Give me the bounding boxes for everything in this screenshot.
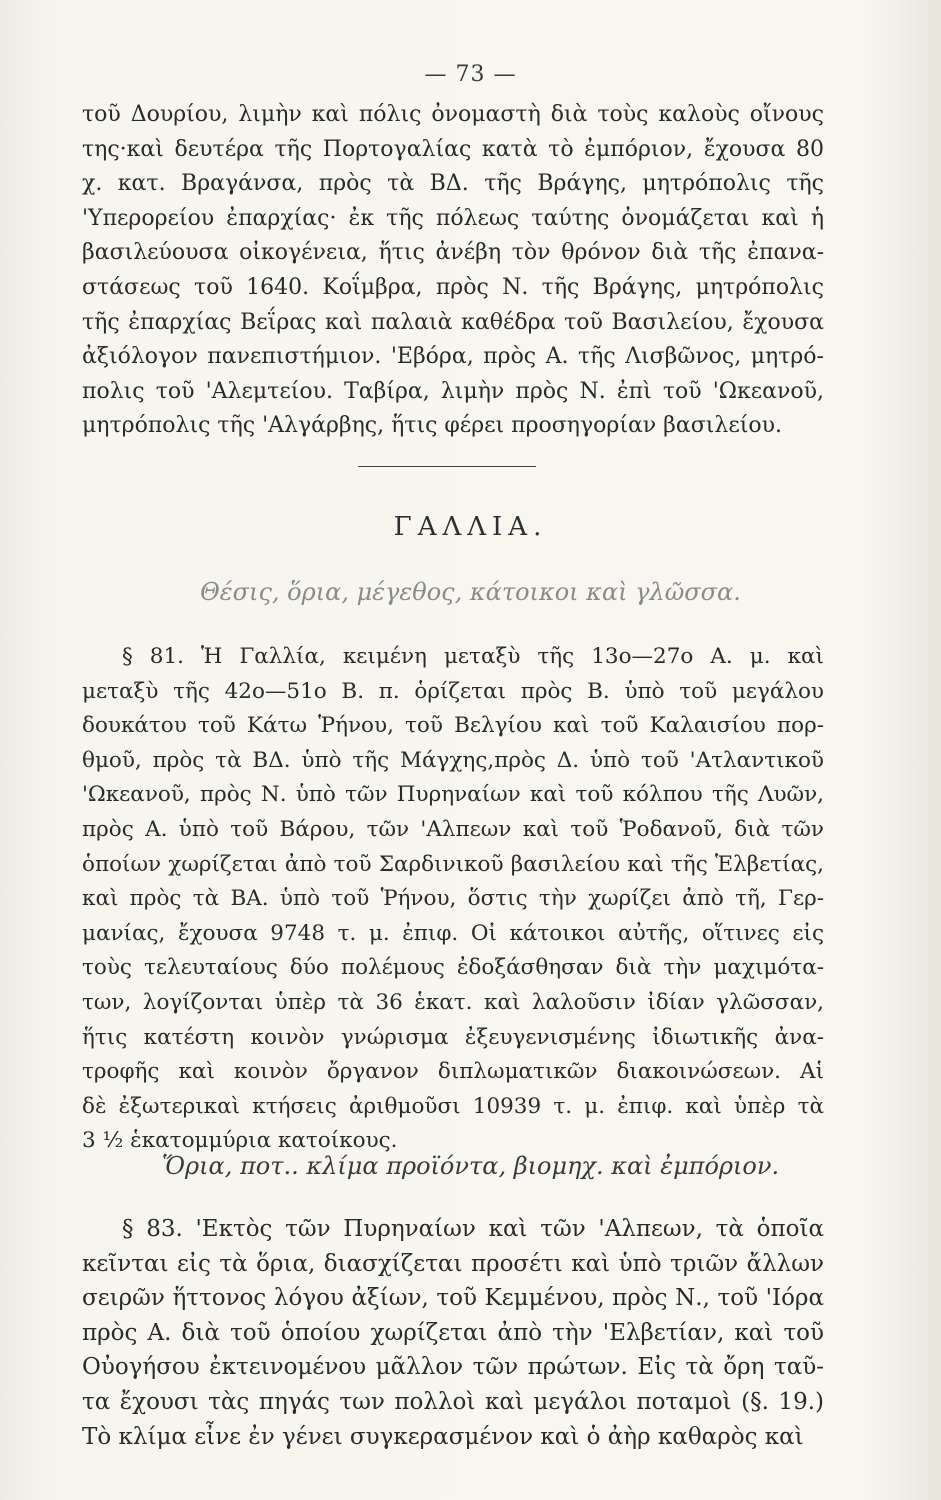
text-line: τροφῆς καὶ κοινὸν ὄργανον διπλωματικῶν διακοινώσεων. Αἱ (82, 1059, 824, 1085)
text-line: τοὺς τελευταίους δύο πολέμους ἐδοξάσθησαν διὰ τὴν μαχιμότα- (82, 955, 824, 981)
text-line: τα ἔχουσι τὰς πηγάς των πολλοὶ καὶ μεγάλοι ποταμοὶ (§. 19.) (82, 1388, 824, 1415)
text-line: κεῖνται εἰς τὰ ὅρια, διασχίζεται προσέτι καὶ ὑπὸ τριῶν ἄλλων (82, 1250, 824, 1277)
text-line: δὲ ἐξωτερικαὶ κτήσεις ἀριθμοῦσι 10939 τ. μ. ἐπιφ. καὶ ὑπὲρ τὰ (82, 1093, 824, 1119)
text-line: ἥτις κατέστη κοινὸν γνώρισμα ἐξευγενισμένης ἰδιωτικῆς ἀνα- (82, 1024, 824, 1050)
text-line: των, λογίζονται ὑπὲρ τὰ 36 ἑκατ. καὶ λαλοῦσιν ἰδίαν γλῶσσαν, (82, 989, 824, 1015)
text-line: 'Υπερορείου ἐπαρχίας· ἐκ τῆς πόλεως ταύτης ὀνομάζεται καὶ ἡ (82, 205, 824, 231)
text-line: στάσεως τοῦ 1640. Κοΐμβρα, πρὸς Ν. τῆς Βράγης, μητρόπολις (82, 274, 824, 300)
text-line: σειρῶν ἥττονος λόγου ἀξίων, τοῦ Κεμμένου, πρὸς Ν., τοῦ 'Ιόρα (82, 1285, 824, 1312)
text-line: 'Ωκεανοῦ, πρὸς Ν. ὑπὸ τῶν Πυρηναίων καὶ τοῦ κόλπου τῆς Λυῶν, (82, 782, 824, 808)
section-divider (358, 466, 536, 467)
text-line: ὁποίων χωρίζεται ἀπὸ τοῦ Σαρδινικοῦ βασιλείου καὶ τῆς Ἑλβετίας, (82, 851, 824, 877)
page-number: — 73 — (424, 62, 517, 87)
text-line: Οὐογήσου ἐκτεινομένου μᾶλλον τῶν πρώτων. Εἰς τὰ ὄρη ταῦ- (82, 1354, 824, 1381)
portugal-text-block (82, 98, 824, 444)
text-line: μεταξὺ τῆς 42ο—51ο Β. π. ὁρίζεται πρὸς Β. ὑπὸ τοῦ μεγάλου (82, 678, 824, 704)
section-title: ΓΑΛΛΙΑ. (393, 512, 548, 542)
text-line: της·καὶ δευτέρα τῆς Πορτογαλίας κατὰ τὸ ἐμπόριον, ἔχουσα 80 (82, 136, 824, 162)
subsection-title: Ὅρια, ποτ.. κλίμα προϊόντα, βιομηχ. καὶ ἐμπόριον. (161, 1152, 780, 1180)
france-geography-text-block (82, 1212, 824, 1454)
text-line: τοῦ Δουρίου, λιμὴν καὶ πόλις ὀνομαστὴ διὰ τοὺς καλοὺς οἴνους (82, 102, 824, 127)
text-line: μητρόπολις τῆς 'Αλγάρβης, ἥτις φέρει προσηγορίαν βασιλείου. (82, 413, 782, 439)
text-line: § 83. 'Εκτὸς τῶν Πυρηναίων καὶ τῶν 'Αλπεων, τὰ ὁποῖα (122, 1216, 824, 1242)
text-line: 3 ½ ἑκατομμύρια κατοίκους. (82, 1128, 398, 1154)
text-line: θμοῦ, πρὸς τὰ ΒΔ. ὑπὸ τῆς Μάγχης,πρὸς Δ. ὑπὸ τοῦ 'Ατλαντικοῦ (82, 747, 824, 773)
text-line: § 81. Ἡ Γαλλία, κειμένη μεταξὺ τῆς 13ο—27ο Α. μ. καὶ (122, 644, 824, 669)
text-line: δουκάτου τοῦ Κάτω Ῥήνου, τοῦ Βελγίου καὶ τοῦ Καλαισίου πορ- (82, 713, 824, 739)
text-line: καὶ πρὸς τὰ ΒΑ. ὑπὸ τοῦ Ῥήνου, ὅστις τὴν χωρίζει ἀπὸ τῆ, Γερ- (82, 886, 824, 912)
text-line: τῆς ἐπαρχίας Βεΐρας καὶ παλαιὰ καθέδρα τοῦ Βασιλείου, ἔχουσα (82, 309, 824, 335)
text-line: μανίας, ἔχουσα 9748 τ. μ. ἐπιφ. Οἱ κάτοικοι αὐτῆς, οἵτινες εἰς (82, 920, 824, 946)
text-line: ἀξιόλογον πανεπιστήμιον. 'Εβόρα, πρὸς Α. τῆς Λισβῶνος, μητρό- (82, 344, 824, 370)
section-subtitle: Θέσις, ὅρια, μέγεθος, κάτοικοι καὶ γλῶσσα. (200, 578, 741, 606)
text-line: πρὸς Α. ὑπὸ τοῦ Βάρου, τῶν 'Αλπεων καὶ τοῦ Ῥοδανοῦ, διὰ τῶν (82, 816, 824, 842)
france-intro-text-block (82, 640, 824, 1159)
text-line: πολις τοῦ 'Αλεμτείου. Ταβίρα, λιμὴν πρὸς Ν. ἐπὶ τοῦ 'Ωκεανοῦ, (82, 378, 824, 404)
text-line: πρὸς Α. διὰ τοῦ ὁποίου χωρίζεται ἀπὸ τὴν 'Ελβετίαν, καὶ τοῦ (82, 1319, 824, 1346)
text-line: χ. κατ. Βραγάνσα, πρὸς τὰ ΒΔ. τῆς Βράγης, μητρόπολις τῆς (82, 171, 824, 197)
text-line: βασιλεύουσα οἰκογένεια, ἥτις ἀνέβη τὸν θρόνον διὰ τῆς ἐπανα- (82, 240, 824, 266)
text-line: Τὸ κλίμα εἶνε ἐν γένει συγκερασμένον καὶ ὁ ἀὴρ καθαρὸς καὶ (82, 1423, 804, 1450)
